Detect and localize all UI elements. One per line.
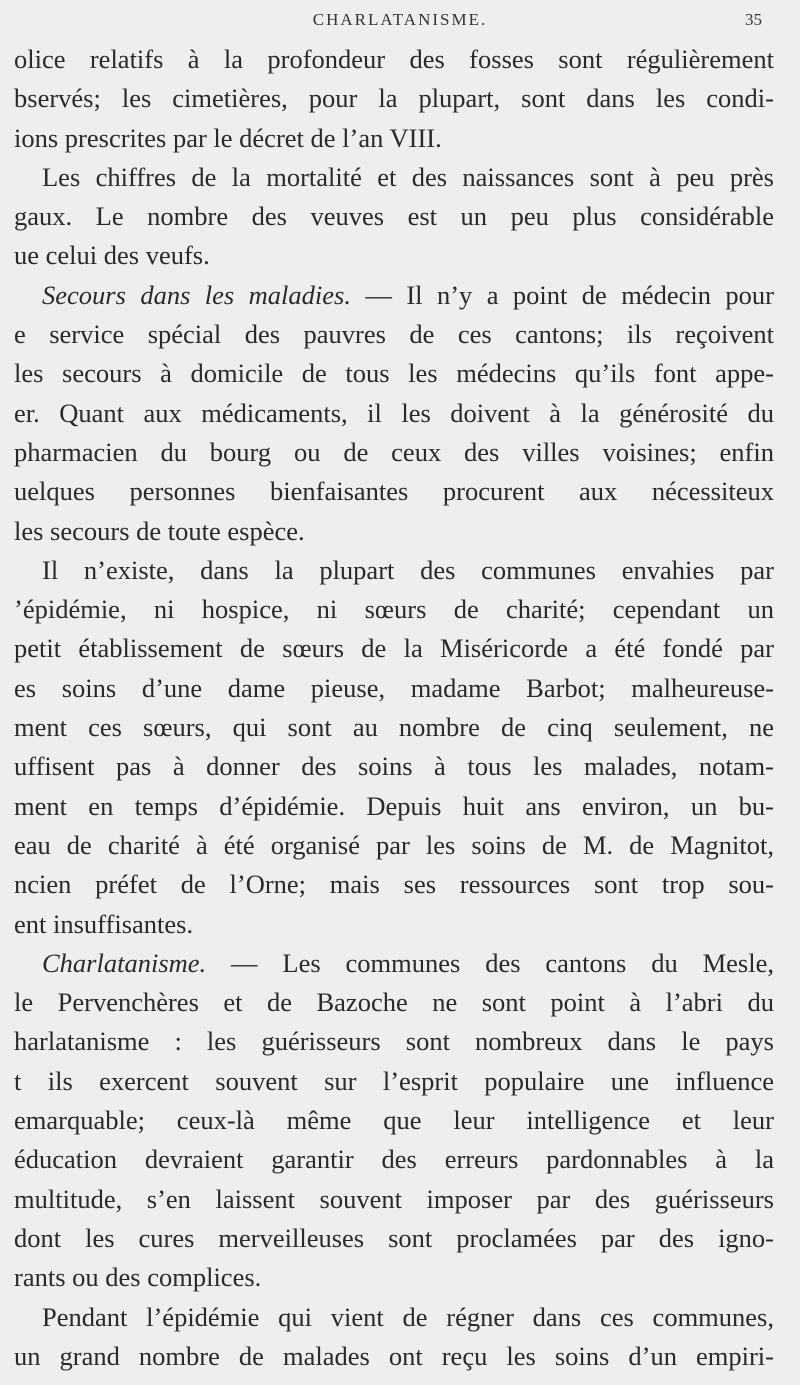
line-text: ’épidémie, ni hospice, ni sœurs de charité; cependant un — [14, 594, 774, 625]
line-text: rants ou des complices. — [14, 1262, 262, 1293]
section-heading: Charlatanisme. — [42, 947, 207, 978]
line-text: ent insuffisantes. — [14, 908, 194, 939]
line-text: ment ces sœurs, qui sont au nombre de cinq seulement, ne — [14, 712, 774, 743]
line-text: — Les communes des cantons du Mesle, — [206, 947, 774, 978]
line-text: uffisent pas à donner des soins à tous les malades, notam- — [14, 751, 774, 782]
line-text: éducation devraient garantir des erreurs pardonnables à la — [14, 1144, 774, 1175]
line-text: es soins d’une dame pieuse, madame Barbot; malheureuse- — [14, 672, 774, 703]
line-text: emarquable; ceux-là même que leur intelligence et leur — [14, 1105, 774, 1136]
line-text: dont les cures merveilleuses sont proclamées par des igno- — [14, 1222, 774, 1253]
text-line — [14, 1140, 774, 1179]
text-line — [14, 197, 774, 236]
text-line — [14, 276, 774, 315]
text-line — [14, 354, 774, 393]
text-line — [14, 590, 774, 629]
text-line — [14, 944, 774, 983]
line-text: bservés; les cimetières, pour la plupart, sont dans les condi- — [14, 83, 774, 114]
line-text: un grand nombre de malades ont reçu les soins d’un empiri- — [14, 1340, 774, 1371]
line-text: e service spécial des pauvres de ces cantons; ils reçoivent — [14, 319, 774, 350]
text-line — [14, 1062, 774, 1101]
text-line — [14, 669, 774, 708]
text-line — [14, 472, 774, 511]
line-text: pharmacien du bourg ou de ceux des villes voisines; enfin — [14, 436, 774, 467]
text-line — [14, 1219, 774, 1258]
text-line — [14, 394, 774, 433]
text-line — [14, 1258, 774, 1297]
line-text: les secours de toute espèce. — [14, 515, 305, 546]
line-text: les secours à domicile de tous les médecins qu’ils font appe- — [14, 358, 774, 389]
text-line — [14, 1022, 774, 1061]
text-line — [14, 1101, 774, 1140]
line-text: ncien préfet de l’Orne; mais ses ressources sont trop sou- — [14, 869, 774, 900]
line-text: eau de charité à été organisé par les soins de M. de Magnitot, — [14, 829, 774, 860]
text-line — [14, 315, 774, 354]
text-line — [14, 119, 774, 158]
line-text: er. Quant aux médicaments, il les doivent à la générosité du — [14, 397, 774, 428]
line-text: ions prescrites par le décret de l’an VIII. — [14, 122, 442, 153]
text-line — [14, 551, 774, 590]
line-text: ment en temps d’épidémie. Depuis huit ans environ, un bu- — [14, 790, 774, 821]
body-text — [14, 40, 774, 1376]
line-text: — Il n’y a point de médecin pour — [351, 279, 774, 310]
text-line — [14, 79, 774, 118]
text-line — [14, 433, 774, 472]
line-text: le Pervenchères et de Bazoche ne sont point à l’abri du — [14, 987, 774, 1018]
line-text: Les chiffres de la mortalité et des naissances sont à peu près — [42, 161, 774, 192]
text-line — [14, 747, 774, 786]
page-number: 35 — [745, 10, 762, 29]
line-text: petit établissement de sœurs de la Miséricorde a été fondé par — [14, 633, 774, 664]
line-text: ue celui des veufs. — [14, 240, 210, 271]
text-line — [14, 158, 774, 197]
line-text: Pendant l’épidémie qui vient de régner dans ces communes, — [42, 1301, 774, 1332]
running-title: CHARLATANISME. — [312, 10, 488, 29]
running-head — [0, 8, 800, 38]
text-line — [14, 1298, 774, 1337]
text-line — [14, 40, 774, 79]
text-line — [14, 512, 774, 551]
line-text: gaux. Le nombre des veuves est un peu plus considérable — [14, 201, 774, 232]
line-text: harlatanisme : les guérisseurs sont nombreux dans le pays — [14, 1026, 774, 1057]
line-text: olice relatifs à la profondeur des fosses sont régulièrement — [14, 44, 774, 74]
text-line — [14, 905, 774, 944]
text-line — [14, 708, 774, 747]
line-text: uelques personnes bienfaisantes procurent aux nécessiteux — [14, 476, 774, 507]
text-line — [14, 629, 774, 668]
line-text: Il n’existe, dans la plupart des communes envahies par — [42, 554, 774, 585]
text-line — [14, 826, 774, 865]
text-line — [14, 236, 774, 275]
section-heading: Secours dans les maladies. — [42, 279, 351, 310]
line-text: multitude, s’en laissent souvent imposer par des guérisseurs — [14, 1183, 774, 1214]
text-line — [14, 1180, 774, 1219]
text-line — [14, 983, 774, 1022]
text-line — [14, 787, 774, 826]
text-line — [14, 865, 774, 904]
text-line — [14, 1337, 774, 1376]
line-text: t ils exercent souvent sur l’esprit populaire une influence — [14, 1065, 774, 1096]
